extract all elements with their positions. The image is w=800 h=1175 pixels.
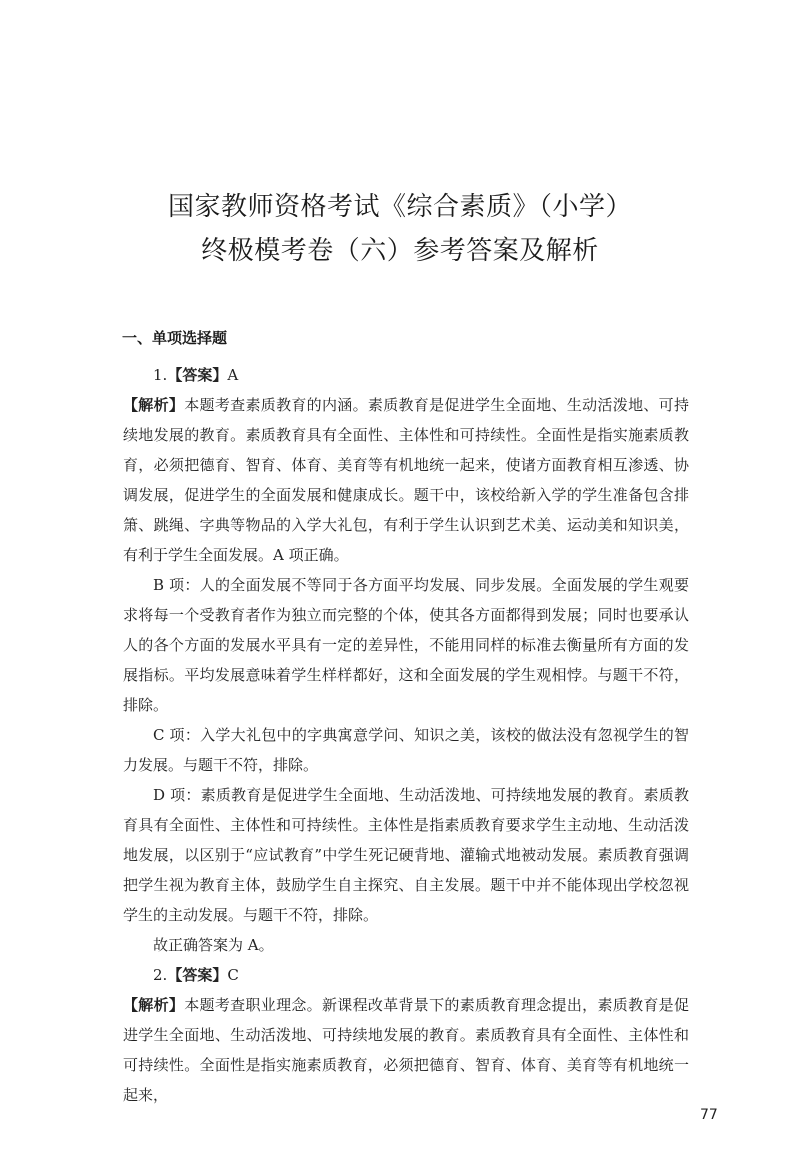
q2-number: 2. [153, 966, 168, 984]
q2-analysis [123, 990, 689, 1110]
q2-answer-label: 【答案】 [167, 966, 228, 984]
q1-option-d: D 项：素质教育是促进学生全面地、生动活泼地、可持续地发展的教育。素质教育具有全面性、主体性和可持续性。主体性是指素质教育要求学生主动地、生动活泼地发展，以区别于“应试教育”中学生死记硬背地、灌输式地被动发展。素质教育强调把学生视为教育主体，鼓励学生自主探究、自主发展。题干中并不能体现出学校忽视学生的主动发展。与题干不符，排除。 [123, 786, 689, 924]
q1-answer-label: 【答案】 [167, 366, 228, 384]
q1-conclusion: 故正确答案为 A。 [153, 936, 274, 954]
page-number: 77 [700, 1107, 718, 1123]
q1-answer-line [123, 360, 689, 390]
q2-answer-value: C [227, 966, 239, 984]
q2-answer-line [123, 960, 689, 990]
q1-analysis-text: 本题考查素质教育的内涵。素质教育是促进学生全面地、生动活泼地、可持续地发展的教育。素质教育具有全面性、主体性和可持续性。全面性是指实施素质教育，必须把德育、智育、体育、美育等有机地统一起来，使诸方面教育相互渗透、协调发展，促进学生的全面发展和健康成长。题干中，该校给新入学的学生准备包含排箫、跳绳、字典等物品的入学大礼包，有利于学生认识到艺术美、运动美和知识美，有利于学生全面发展。A 项正确。 [123, 396, 689, 564]
q1-option-c: C 项：入学大礼包中的字典寓意学问、知识之美，该校的做法没有忽视学生的智力发展。与题干不符，排除。 [123, 726, 689, 774]
q1-analysis-label: 【解析】 [123, 396, 185, 414]
answer-body [123, 360, 689, 1110]
q1-number: 1. [153, 366, 168, 384]
q1-answer-value: A [227, 366, 239, 384]
section-heading: 一、单项选择题 [122, 329, 228, 347]
q1-option-b: B 项：人的全面发展不等同于各方面平均发展、同步发展。全面发展的学生观要求将每一个受教育者作为独立而完整的个体，使其各方面都得到发展；同时也要承认人的各个方面的发展水平具有一定的差异性，不能用同样的标准去衡量所有方面的发展指标。平均发展意味着学生样样都好，这和全面发展的学生观相悖。与题干不符，排除。 [123, 576, 689, 714]
q1-analysis [123, 390, 689, 570]
title-line-2: 终极模考卷（六）参考答案及解析 [201, 236, 599, 266]
q2-analysis-label: 【解析】 [123, 996, 185, 1014]
title-line-1: 国家教师资格考试《综合素质》（小学） [167, 192, 632, 222]
q2-analysis-text: 本题考查职业理念。新课程改革背景下的素质教育理念提出，素质教育是促进学生全面地、生动活泼地、可持续地发展的教育。素质教育具有全面性、主体性和可持续性。全面性是指实施素质教育，必须把德育、智育、体育、美育等有机地统一起来， [123, 996, 689, 1104]
